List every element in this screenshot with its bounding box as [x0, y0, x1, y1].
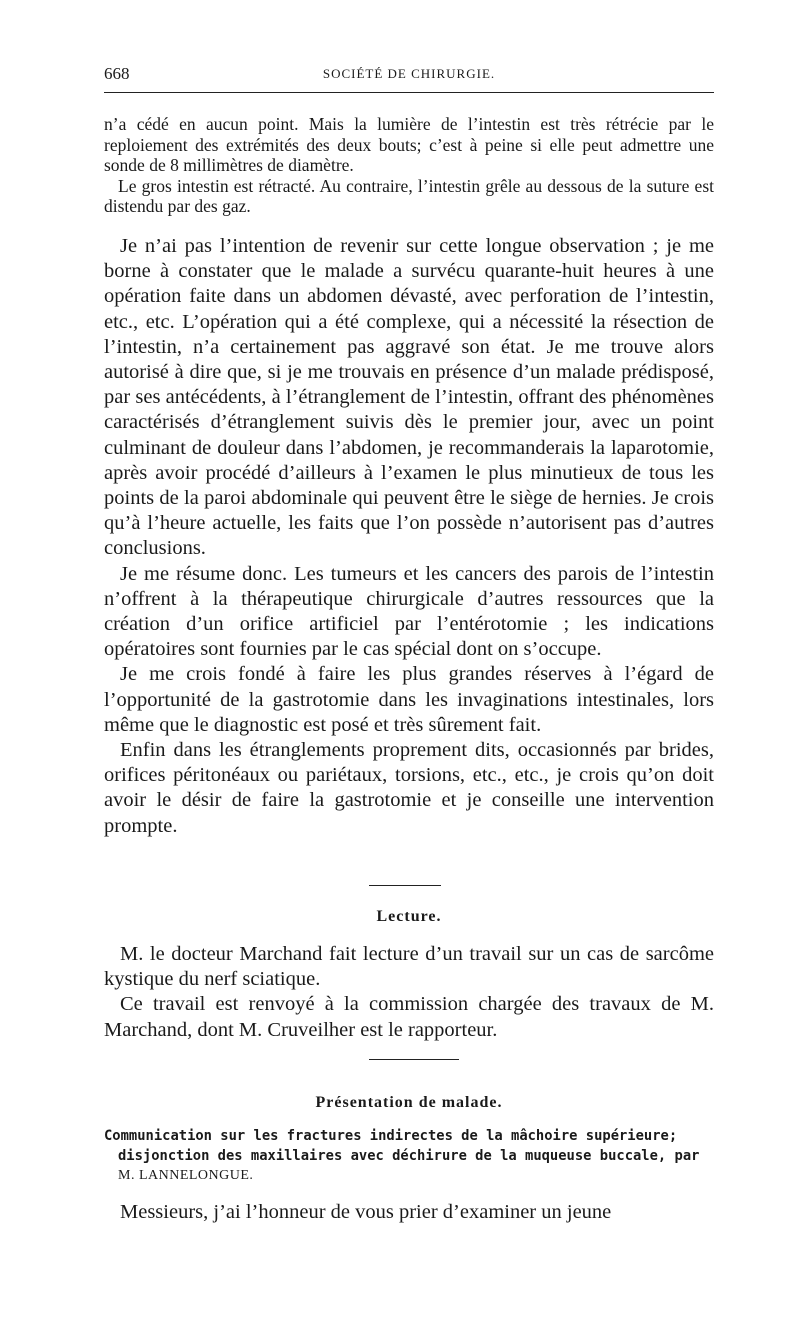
main-text [104, 234, 714, 839]
page-header [104, 60, 714, 86]
running-head: SOCIÉTÉ DE CHIRURGIE. [322, 66, 496, 81]
page-number: 668 [104, 64, 130, 83]
paragraph: Enfin dans les étranglements proprement dits, occasionnés par brides, orifices péritonéaux ou pariétaux, torsions, etc., etc., je crois qu’on doit avoir le désir de faire la gastrotomie et je conseille une intervention prompte. [104, 739, 714, 837]
communication-author: M. LANNELONGUE. [118, 1168, 254, 1183]
presentation-heading: Présentation de malade. [315, 1094, 503, 1111]
paragraph: Le gros intestin est rétracté. Au contraire, l’intestin grêle au dessous de la suture est distendu par des gaz. [104, 175, 714, 216]
paragraph: Je me crois fondé à faire les plus grandes réserves à l’égard de l’opportunité de la gastrotomie dans les invaginations intestinales, lors même que le diagnostic est posé et très sûrement fait. [104, 663, 714, 736]
intro-paragraphs [104, 114, 714, 217]
communication-line: disjonction des maxillaires avec déchirure de la muqueuse buccale, par [118, 1148, 700, 1164]
paragraph: Ce travail est renvoyé à la commission chargée des travaux de M. Marchand, dont M. Cruveilher est le rapporteur. [104, 993, 714, 1041]
paragraph: Je n’ai pas l’intention de revenir sur cette longue observation ; je me borne à constater que le malade a survécu quarante-huit heures à une opération faite dans un abdomen dévasté, avec perforation de l’intestin, etc., etc. L’opération qui a été complexe, qui a nécessité la résection de l’intestin, n’a certainement pas aggravé son état. Je me trouve alors autorisé à dire que, si je me trouvais en présence d’un malade prédisposé, par ses antécédents, à l’étranglement de l’intestin, offrant des phénomènes caractérisés d’étranglement suivis dès le premier jour, avec un point culminant de douleur dans l’abdomen, je recommanderais la laparotomie, après avoir procédé d’ailleurs à l’examen le plus minutieux de tous les points de la paroi abdominale qui peuvent être le siège de hernies. Je crois qu’à l’heure actuelle, les faits que l’on possède n’autorisent pas d’autres conclusions. [104, 235, 714, 560]
paragraph: Je me résume donc. Les tumeurs et les cancers des parois de l’intestin n’offrent à la thérapeutique chirurgicale d’autres ressources que la création d’un orifice artificiel par l’entérotomie ; les indications opératoires sont fournies par le cas spécial dont on s’occupe. [104, 562, 714, 661]
section-divider [369, 1059, 459, 1060]
header-rule [104, 92, 714, 93]
section-divider [369, 885, 441, 886]
page [104, 60, 714, 1223]
paragraph-continued: n’a cédé en aucun point. Mais la lumière de l’intestin est très rétrécie par le reploiement des extrémités des deux bouts; c’est à peine si elle peut admettre une sonde de 8 millimètres de diamètre. [104, 114, 714, 175]
paragraph: M. le docteur Marchand fait lecture d’un travail sur un cas de sarcôme kystique du nerf sciatique. [104, 943, 714, 991]
presentation-text [104, 1200, 714, 1225]
lecture-section [104, 942, 714, 1043]
communication-line: Communication sur les fractures indirectes de la mâchoire supérieure; [104, 1128, 678, 1144]
lecture-heading: Lecture. [376, 908, 442, 925]
communication-title [104, 1126, 714, 1186]
paragraph: Messieurs, j’ai l’honneur de vous prier d’examiner un jeune [120, 1201, 612, 1223]
